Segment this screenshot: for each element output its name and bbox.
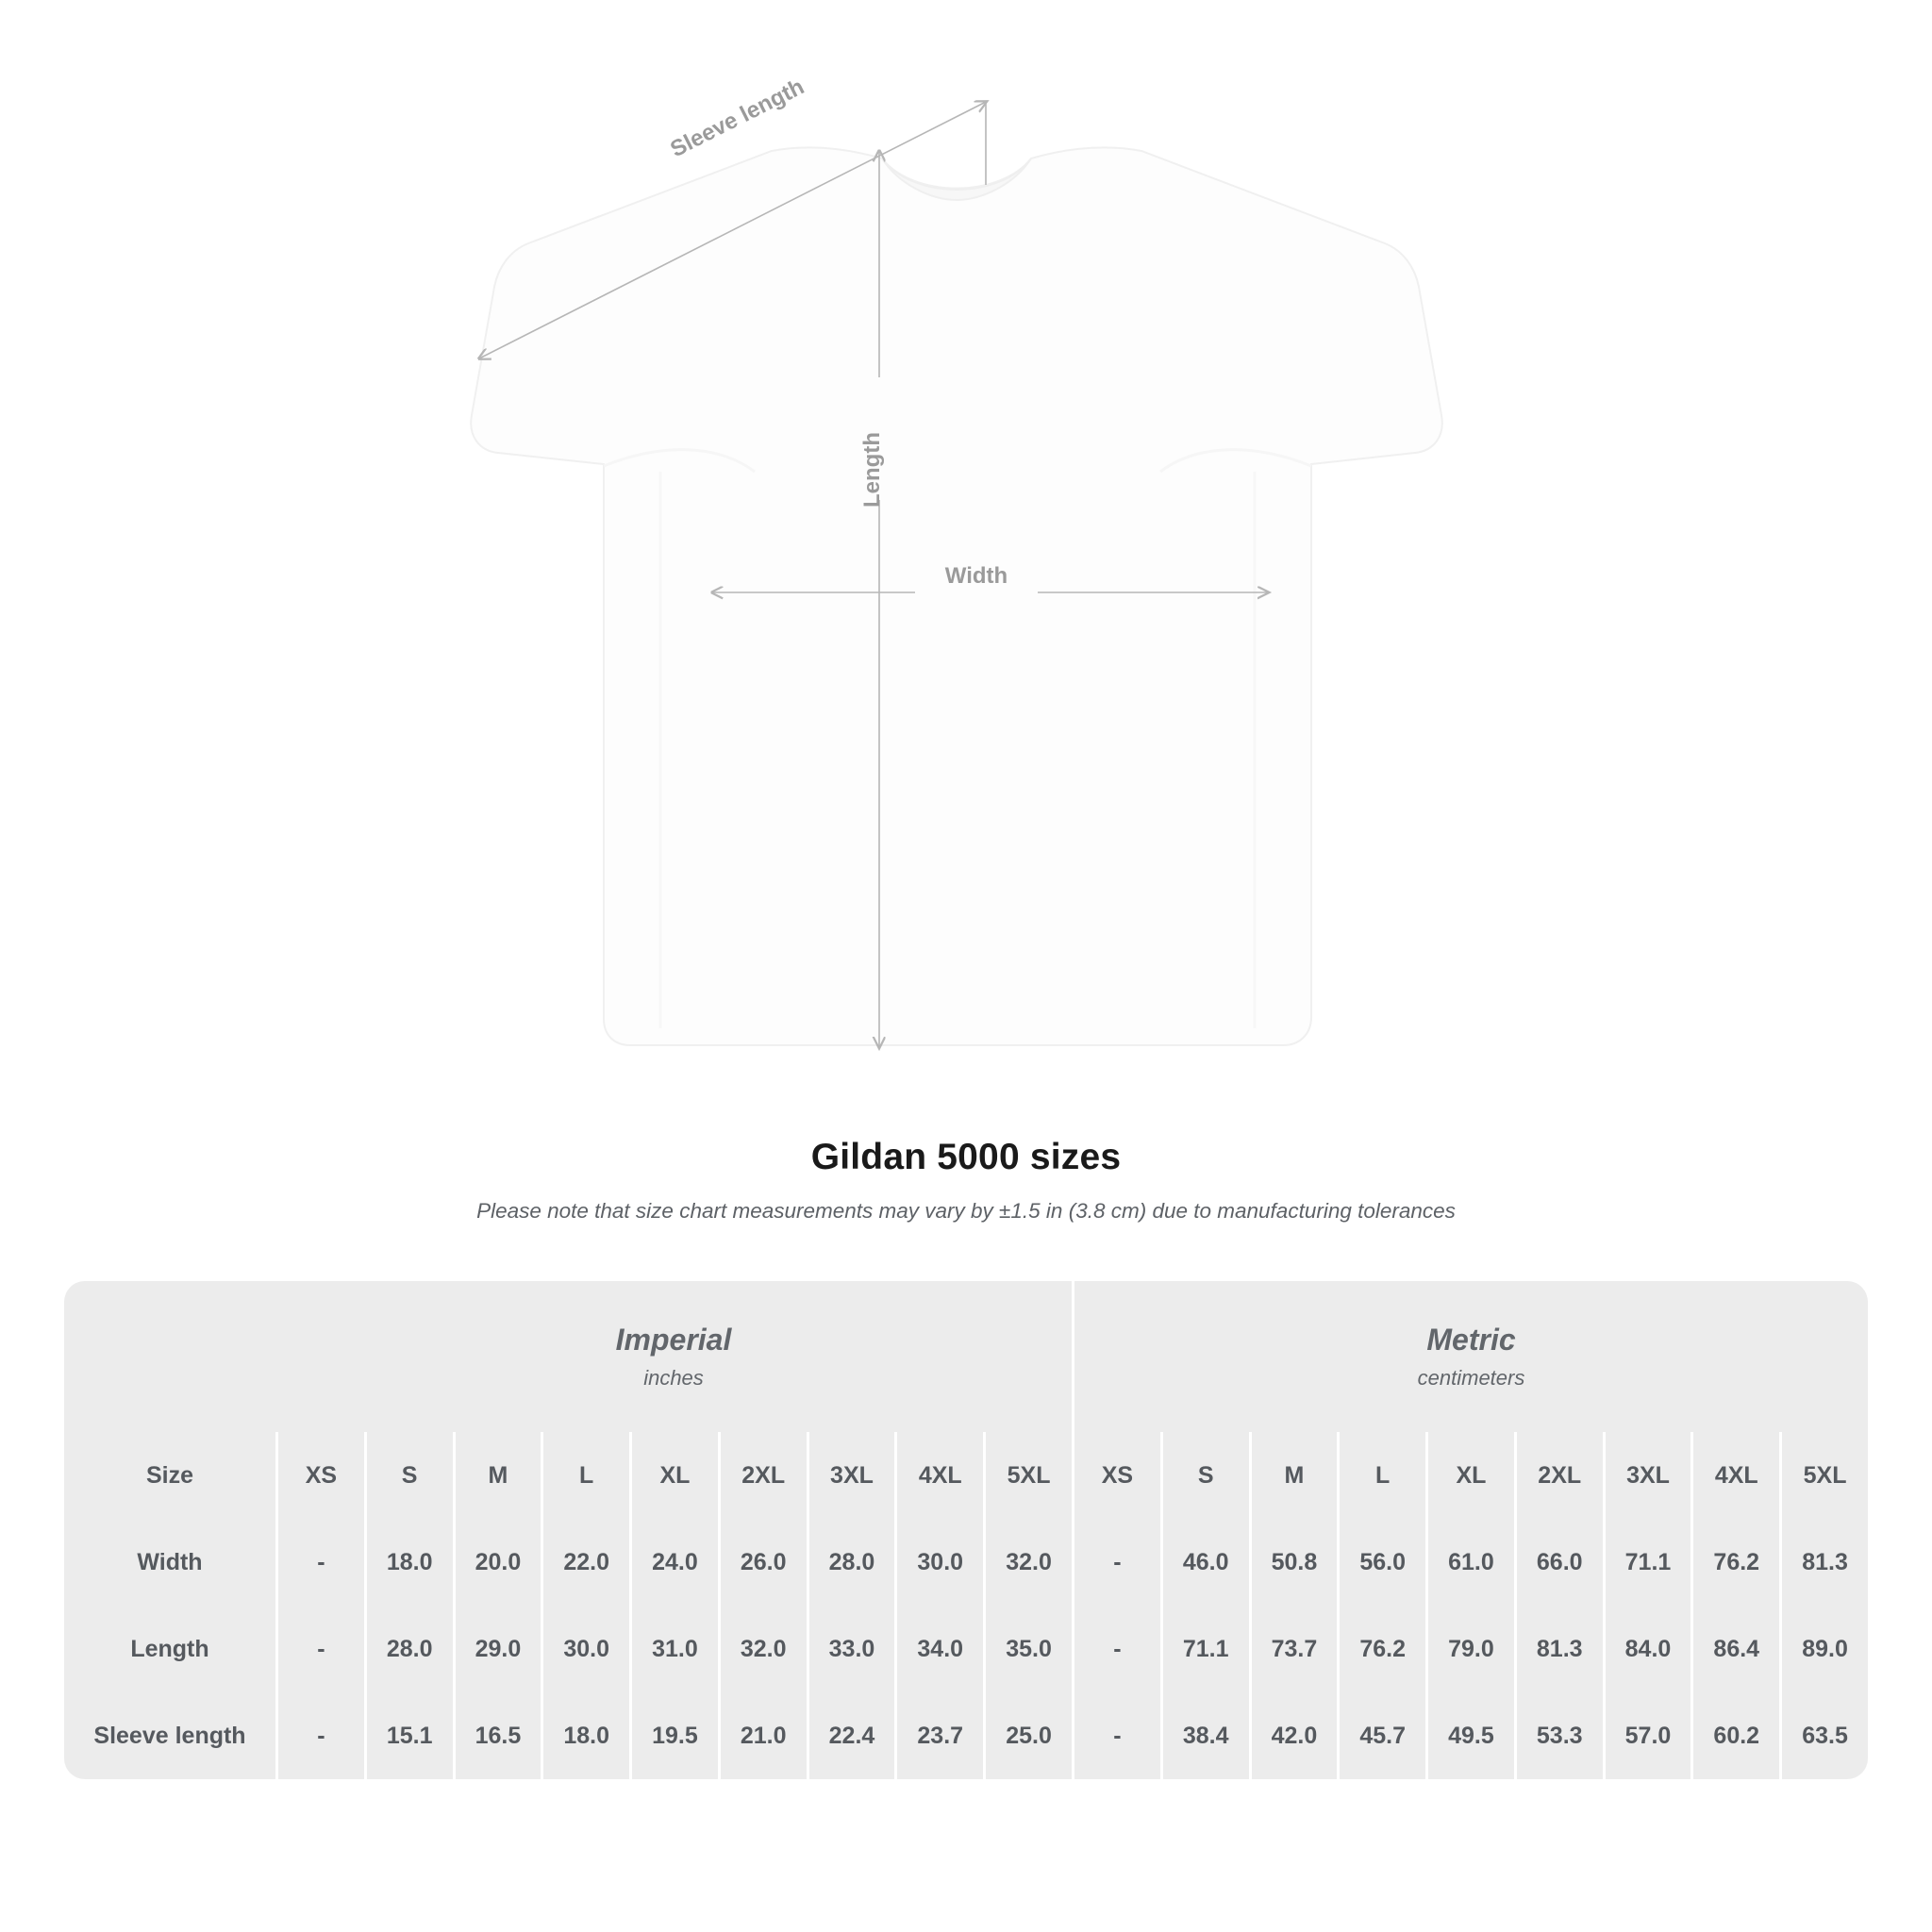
cell-width-imperial-5xl: 32.0 bbox=[983, 1519, 1072, 1606]
cell-sleeve-imperial-5xl: 25.0 bbox=[983, 1692, 1072, 1779]
cell-length-imperial-3xl: 33.0 bbox=[807, 1606, 895, 1692]
size-header-metric-3xl: 3XL bbox=[1603, 1432, 1691, 1519]
size-header-metric-l: L bbox=[1337, 1432, 1425, 1519]
cell-length-metric-2xl: 81.3 bbox=[1514, 1606, 1603, 1692]
cell-width-metric-xl: 61.0 bbox=[1425, 1519, 1514, 1606]
size-header-metric-5xl: 5XL bbox=[1779, 1432, 1868, 1519]
cell-sleeve-metric-3xl: 57.0 bbox=[1603, 1692, 1691, 1779]
unit-group-metric-name: Metric bbox=[1426, 1323, 1516, 1357]
size-header-metric-xl: XL bbox=[1425, 1432, 1514, 1519]
size-header-imperial-l: L bbox=[541, 1432, 629, 1519]
tshirt-shape bbox=[471, 147, 1442, 1045]
cell-sleeve-imperial-s: 15.1 bbox=[364, 1692, 453, 1779]
unit-group-metric bbox=[1072, 1281, 1868, 1432]
sleeve-length-label: Sleeve length bbox=[666, 74, 808, 163]
cell-sleeve-metric-xs: - bbox=[1072, 1692, 1160, 1779]
title-block bbox=[0, 1137, 1932, 1224]
unit-group-imperial bbox=[275, 1281, 1072, 1432]
size-header-label: Size bbox=[64, 1432, 275, 1519]
cell-sleeve-imperial-3xl: 22.4 bbox=[807, 1692, 895, 1779]
size-header-imperial-m: M bbox=[453, 1432, 541, 1519]
size-header-imperial-xl: XL bbox=[629, 1432, 718, 1519]
size-header-imperial-3xl: 3XL bbox=[807, 1432, 895, 1519]
unit-group-imperial-name: Imperial bbox=[615, 1323, 732, 1357]
row-label-length: Length bbox=[64, 1606, 275, 1692]
cell-length-metric-3xl: 84.0 bbox=[1603, 1606, 1691, 1692]
cell-sleeve-metric-5xl: 63.5 bbox=[1779, 1692, 1868, 1779]
cell-sleeve-imperial-xl: 19.5 bbox=[629, 1692, 718, 1779]
cell-width-metric-4xl: 76.2 bbox=[1690, 1519, 1779, 1606]
size-header-metric-xs: XS bbox=[1072, 1432, 1160, 1519]
cell-sleeve-metric-4xl: 60.2 bbox=[1690, 1692, 1779, 1779]
cell-sleeve-metric-l: 45.7 bbox=[1337, 1692, 1425, 1779]
cell-sleeve-metric-xl: 49.5 bbox=[1425, 1692, 1514, 1779]
row-label-sleeve-length: Sleeve length bbox=[64, 1692, 275, 1779]
cell-width-metric-s: 46.0 bbox=[1160, 1519, 1249, 1606]
cell-length-imperial-m: 29.0 bbox=[453, 1606, 541, 1692]
size-header-metric-s: S bbox=[1160, 1432, 1249, 1519]
cell-sleeve-imperial-m: 16.5 bbox=[453, 1692, 541, 1779]
cell-length-imperial-s: 28.0 bbox=[364, 1606, 453, 1692]
table-row bbox=[64, 1519, 1868, 1606]
cell-width-metric-2xl: 66.0 bbox=[1514, 1519, 1603, 1606]
cell-length-metric-l: 76.2 bbox=[1337, 1606, 1425, 1692]
cell-length-imperial-4xl: 34.0 bbox=[894, 1606, 983, 1692]
size-header-imperial-s: S bbox=[364, 1432, 453, 1519]
unit-group-imperial-unit: inches bbox=[643, 1366, 704, 1390]
cell-length-metric-xs: - bbox=[1072, 1606, 1160, 1692]
table-row bbox=[64, 1692, 1868, 1779]
row-label-width: Width bbox=[64, 1519, 275, 1606]
width-label: Width bbox=[944, 563, 1008, 589]
size-header-row bbox=[64, 1432, 1868, 1519]
cell-sleeve-metric-2xl: 53.3 bbox=[1514, 1692, 1603, 1779]
cell-width-metric-m: 50.8 bbox=[1249, 1519, 1338, 1606]
cell-length-imperial-xl: 31.0 bbox=[629, 1606, 718, 1692]
cell-sleeve-imperial-xs: - bbox=[275, 1692, 364, 1779]
size-table-wrap bbox=[64, 1281, 1868, 1779]
cell-width-imperial-4xl: 30.0 bbox=[894, 1519, 983, 1606]
page-title: Gildan 5000 sizes bbox=[810, 1137, 1122, 1177]
size-header-metric-m: M bbox=[1249, 1432, 1338, 1519]
cell-width-imperial-3xl: 28.0 bbox=[807, 1519, 895, 1606]
size-header-metric-2xl: 2XL bbox=[1514, 1432, 1603, 1519]
cell-length-imperial-2xl: 32.0 bbox=[718, 1606, 807, 1692]
cell-sleeve-imperial-l: 18.0 bbox=[541, 1692, 629, 1779]
cell-width-metric-xs: - bbox=[1072, 1519, 1160, 1606]
tolerance-note: Please note that size chart measurements may vary by ±1.5 in (3.8 cm) due to manufacturing tolerances bbox=[476, 1199, 1456, 1223]
cell-sleeve-metric-m: 42.0 bbox=[1249, 1692, 1338, 1779]
cell-length-metric-xl: 79.0 bbox=[1425, 1606, 1514, 1692]
cell-length-imperial-5xl: 35.0 bbox=[983, 1606, 1072, 1692]
size-header-imperial-xs: XS bbox=[275, 1432, 364, 1519]
cell-length-metric-5xl: 89.0 bbox=[1779, 1606, 1868, 1692]
cell-width-metric-l: 56.0 bbox=[1337, 1519, 1425, 1606]
size-header-imperial-4xl: 4XL bbox=[894, 1432, 983, 1519]
cell-length-metric-s: 71.1 bbox=[1160, 1606, 1249, 1692]
unit-group-metric-unit: centimeters bbox=[1417, 1366, 1525, 1390]
size-header-imperial-5xl: 5XL bbox=[983, 1432, 1072, 1519]
cell-width-imperial-l: 22.0 bbox=[541, 1519, 629, 1606]
size-table bbox=[64, 1281, 1868, 1779]
cell-sleeve-imperial-4xl: 23.7 bbox=[894, 1692, 983, 1779]
cell-width-imperial-m: 20.0 bbox=[453, 1519, 541, 1606]
cell-sleeve-metric-s: 38.4 bbox=[1160, 1692, 1249, 1779]
cell-width-imperial-xl: 24.0 bbox=[629, 1519, 718, 1606]
cell-length-metric-4xl: 86.4 bbox=[1690, 1606, 1779, 1692]
cell-length-imperial-l: 30.0 bbox=[541, 1606, 629, 1692]
size-header-imperial-2xl: 2XL bbox=[718, 1432, 807, 1519]
length-label: Length bbox=[859, 432, 885, 508]
cell-length-imperial-xs: - bbox=[275, 1606, 364, 1692]
cell-width-metric-3xl: 71.1 bbox=[1603, 1519, 1691, 1606]
size-header-metric-4xl: 4XL bbox=[1690, 1432, 1779, 1519]
table-row bbox=[64, 1606, 1868, 1692]
cell-width-imperial-s: 18.0 bbox=[364, 1519, 453, 1606]
cell-width-imperial-xs: - bbox=[275, 1519, 364, 1606]
cell-width-metric-5xl: 81.3 bbox=[1779, 1519, 1868, 1606]
cell-length-metric-m: 73.7 bbox=[1249, 1606, 1338, 1692]
unit-header-spacer bbox=[64, 1281, 275, 1432]
cell-width-imperial-2xl: 26.0 bbox=[718, 1519, 807, 1606]
cell-sleeve-imperial-2xl: 21.0 bbox=[718, 1692, 807, 1779]
unit-header-row bbox=[64, 1281, 1868, 1432]
